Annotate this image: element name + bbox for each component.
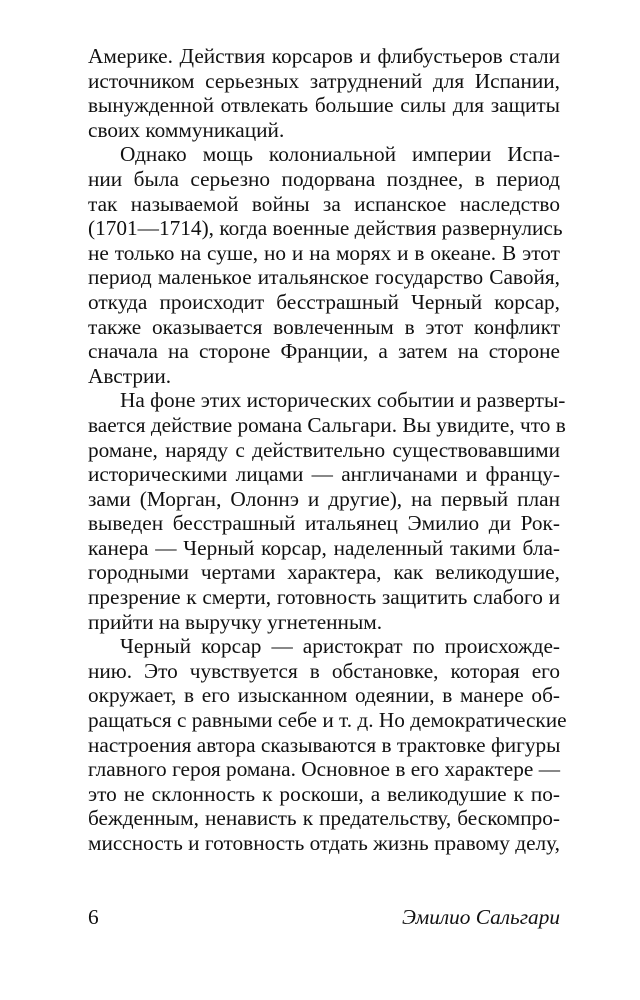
text-line: период маленькое итальянское государство Савойя, xyxy=(88,265,560,290)
text-line: Австрии. xyxy=(88,363,172,388)
text-line: Однако мощь колониальной империи Испа- xyxy=(120,142,560,167)
text-line: зами (Морган, Олоннэ и другие), на первый план xyxy=(88,486,560,511)
page-number: 6 xyxy=(88,905,99,929)
text-line: своих коммуникаций. xyxy=(88,117,285,142)
text-line: не только на суше, но и на морях и в океане. В этот xyxy=(88,240,560,265)
text-line: настроения автора сказываются в трактовке фигуры xyxy=(88,732,561,757)
text-line: выведен бесстрашный итальянец Эмилио ди Рок- xyxy=(88,511,560,536)
text-line: это не склонность к роскоши, а великодушие к по- xyxy=(88,781,560,806)
text-line: бежденным, ненависть к предательству, бескомпро- xyxy=(88,806,560,831)
text-line: откуда происходит бесстрашный Черный корсар, xyxy=(88,289,560,314)
text-line: ращаться с равными себе и т. д. Но демократические xyxy=(88,708,567,733)
body-text xyxy=(88,44,567,856)
text-line: вается действие романа Сальгари. Вы увидите, что в xyxy=(88,412,566,437)
text-line: Америке. Действия корсаров и флибустьеров стали xyxy=(88,44,560,68)
text-line: главного героя романа. Основное в его характере — xyxy=(88,757,560,782)
text-line: сначала на стороне Франции, а затем на стороне xyxy=(88,339,560,364)
text-line: На фоне этих исторических событии и разверты- xyxy=(120,388,566,413)
text-line: также оказывается вовлеченным в этот конфликт xyxy=(88,314,560,339)
text-line: источником серьезных затруднений для Испании, xyxy=(88,68,560,93)
text-line: нии была серьезно подорвана позднее, в период xyxy=(88,166,560,191)
text-line: вынужденной отвлекать большие силы для защиты xyxy=(88,93,560,118)
text-line: (1701—1714), когда военные действия развернулись xyxy=(88,216,563,241)
text-line: так называемой войны за испанское наследство xyxy=(88,191,560,216)
text-line: Черный корсар — аристократ по происхожде- xyxy=(120,634,560,659)
running-title: Эмилио Сальгари xyxy=(401,905,560,929)
page-footer xyxy=(88,902,560,932)
text-line: городными чертами характера, как великодушие, xyxy=(88,560,560,585)
text-line: канера — Черный корсар, наделенный такими бла- xyxy=(88,535,560,560)
text-line: окружает, в его изысканном одеянии, в манере об- xyxy=(88,683,560,708)
text-line: миссность и готовность отдать жизнь правому делу, xyxy=(88,831,560,855)
text-line: историческими лицами — англичанами и францу- xyxy=(88,462,560,487)
text-line: нию. Это чувствуется в обстановке, которая его xyxy=(88,658,560,683)
text-line: презрение к смерти, готовность защитить слабого и xyxy=(88,585,560,610)
text-line: прийти на выручку угнетенным. xyxy=(88,609,383,634)
text-line: романе, наряду с действительно существовавшими xyxy=(88,437,560,462)
